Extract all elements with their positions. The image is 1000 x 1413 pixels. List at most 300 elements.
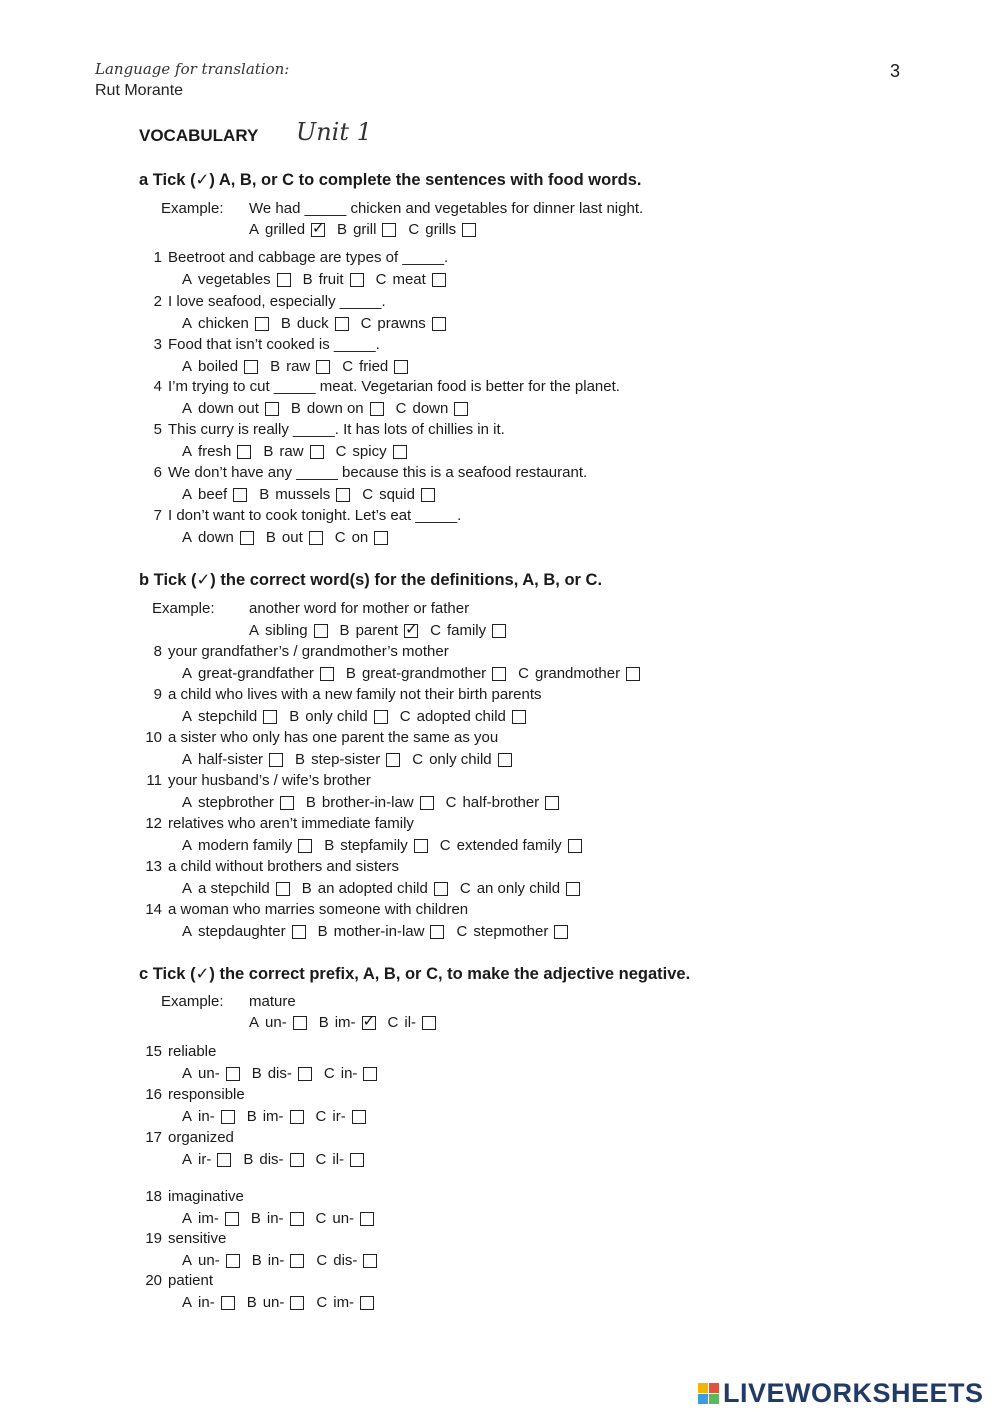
tick-box[interactable] (430, 925, 444, 939)
option-text: il- (404, 1014, 417, 1031)
question-text: This curry is really _____. It has lots of chillies in it. (168, 421, 505, 438)
option-text: great-grandfather (198, 665, 314, 682)
tick-box[interactable] (290, 1110, 304, 1124)
question-number: 1 (153, 249, 162, 266)
question-9-options (182, 708, 538, 725)
tick-box[interactable] (298, 839, 312, 853)
answer-option (182, 1210, 239, 1227)
answer-option (446, 794, 560, 811)
question-6 (140, 464, 587, 481)
option-text: raw (279, 443, 304, 460)
answer-option (362, 486, 435, 503)
answer-option (182, 880, 290, 897)
tick-box[interactable] (311, 223, 325, 237)
option-letter: C (439, 837, 451, 854)
tick-box[interactable] (374, 710, 388, 724)
answer-option (400, 708, 526, 725)
answer-option (243, 1151, 303, 1168)
question-16 (140, 1086, 245, 1103)
option-text: fried (359, 358, 389, 375)
question-13 (140, 858, 399, 875)
option-letter: B (317, 923, 328, 940)
option-text: mother-in-law (333, 923, 425, 940)
question-text: a sister who only has one parent the same as you (168, 729, 499, 746)
question-10 (140, 729, 498, 746)
example-label: Example: (161, 993, 224, 1010)
option-text: only child (305, 708, 368, 725)
tick-box[interactable] (422, 1016, 436, 1030)
option-letter: A (182, 751, 193, 768)
option-letter: A (182, 923, 193, 940)
question-number: 20 (145, 1272, 162, 1289)
option-letter: C (459, 880, 471, 897)
option-text: dis- (259, 1151, 284, 1168)
question-5 (140, 421, 505, 438)
tick-box[interactable] (554, 925, 568, 939)
option-letter: A (182, 315, 193, 332)
answer-option (182, 751, 283, 768)
option-text: fresh (198, 443, 232, 460)
tick-box[interactable] (314, 624, 328, 638)
option-letter: C (316, 1252, 328, 1269)
question-number: 18 (145, 1188, 162, 1205)
example-sentence: another word for mother or father (249, 600, 470, 617)
tick-box[interactable] (225, 1212, 239, 1226)
tick-box[interactable] (244, 360, 258, 374)
example-options (249, 622, 518, 639)
option-text: im- (334, 1014, 356, 1031)
tick-box[interactable] (226, 1254, 240, 1268)
option-letter: A (182, 358, 193, 375)
question-16-options (182, 1108, 378, 1125)
answer-option (460, 880, 580, 897)
option-text: a stepchild (198, 880, 270, 897)
option-text: im- (262, 1108, 284, 1125)
question-text: relatives who aren’t immediate family (168, 815, 414, 832)
tick-box[interactable] (292, 925, 306, 939)
question-14 (140, 901, 468, 918)
question-number: 2 (153, 293, 162, 310)
tick-box[interactable] (432, 317, 446, 331)
option-letter: A (249, 1014, 260, 1031)
question-number: 9 (153, 686, 162, 703)
tick-box[interactable] (320, 667, 334, 681)
option-text: grill (353, 221, 377, 238)
option-text: out (281, 529, 303, 546)
tick-box[interactable] (237, 445, 251, 459)
answer-option (252, 1252, 305, 1269)
option-letter: B (246, 1294, 257, 1311)
answer-option (291, 400, 384, 417)
tick-box[interactable] (293, 1016, 307, 1030)
tick-box[interactable] (263, 710, 277, 724)
tick-box[interactable] (414, 839, 428, 853)
tick-box[interactable] (280, 796, 294, 810)
tick-box[interactable] (566, 882, 580, 896)
tick-box[interactable] (545, 796, 559, 810)
tick-box[interactable] (374, 531, 388, 545)
question-text: I’m trying to cut _____ meat. Vegetarian food is better for the planet. (168, 378, 620, 395)
option-letter: A (182, 486, 193, 503)
answer-option (251, 1210, 304, 1227)
tick-box[interactable] (420, 796, 434, 810)
answer-option (182, 271, 291, 288)
tick-box[interactable] (421, 488, 435, 502)
logo-text: LIVEWORKSHEETS (723, 1378, 984, 1408)
option-text: in- (266, 1210, 284, 1227)
option-letter: C (315, 1210, 327, 1227)
option-text: squid (379, 486, 415, 503)
section-a-heading: a Tick (✓) A, B, or C to complete the sentences with food words. (139, 171, 642, 189)
question-3 (140, 336, 380, 353)
tick-box[interactable] (462, 223, 476, 237)
option-text: in- (198, 1294, 215, 1311)
section-b-heading: b Tick (✓) the correct word(s) for the definitions, A, B, or C. (139, 571, 603, 589)
option-letter: B (305, 794, 316, 811)
answer-option (342, 358, 408, 375)
option-letter: C (360, 315, 372, 332)
option-text: down (198, 529, 234, 546)
answer-option (316, 1210, 375, 1227)
option-letter: A (182, 271, 193, 288)
tick-box[interactable] (336, 488, 350, 502)
question-text: a child who lives with a new family not their birth parents (168, 686, 542, 703)
option-letter: A (182, 794, 193, 811)
option-text: raw (286, 358, 311, 375)
answer-option (182, 358, 258, 375)
option-letter: B (243, 1151, 254, 1168)
option-letter: B (270, 358, 281, 375)
tick-box[interactable] (265, 402, 279, 416)
question-number: 19 (145, 1230, 162, 1247)
option-letter: C (399, 708, 411, 725)
option-letter: A (182, 400, 193, 417)
option-letter: B (289, 708, 300, 725)
tick-box[interactable] (290, 1254, 304, 1268)
option-text: great-grandmother (361, 665, 487, 682)
option-letter: A (182, 708, 193, 725)
option-letter: C (430, 622, 441, 639)
section-c-heading: c Tick (✓) the correct prefix, A, B, or C, to make the adjective negative. (139, 965, 691, 983)
tick-box[interactable] (386, 753, 400, 767)
question-4-options (182, 400, 480, 417)
option-text: dis- (333, 1252, 358, 1269)
question-number: 15 (145, 1043, 162, 1060)
answer-option (270, 358, 330, 375)
option-letter: B (324, 837, 335, 854)
question-12-options (182, 837, 594, 854)
question-text: I love seafood, especially _____. (168, 293, 386, 310)
option-text: fruit (318, 271, 344, 288)
question-number: 13 (145, 858, 162, 875)
question-text: a woman who marries someone with children (168, 901, 469, 918)
option-text: boiled (198, 358, 239, 375)
question-7 (140, 507, 461, 524)
answer-option (289, 708, 388, 725)
option-letter: B (265, 529, 276, 546)
option-letter: A (249, 221, 260, 238)
option-text: in- (198, 1108, 215, 1125)
tick-box[interactable] (393, 445, 407, 459)
tick-box[interactable] (382, 223, 396, 237)
option-text: parent (355, 622, 399, 639)
question-11-options (182, 794, 571, 811)
option-letter: B (301, 880, 312, 897)
option-letter: C (335, 443, 347, 460)
tick-box[interactable] (290, 1296, 304, 1310)
question-15-options (182, 1065, 389, 1082)
tick-box[interactable] (363, 1254, 377, 1268)
option-text: sibling (265, 622, 308, 639)
tick-box[interactable] (255, 317, 269, 331)
answer-option (182, 665, 334, 682)
answer-option (249, 1014, 307, 1031)
question-text: organized (168, 1129, 234, 1146)
question-17-options (182, 1151, 376, 1168)
question-text: We don’t have any _____ because this is a seafood restaurant. (168, 464, 588, 481)
question-19 (140, 1230, 226, 1247)
unit-label: Unit 1 (296, 118, 372, 146)
option-text: mussels (275, 486, 331, 503)
answer-option (182, 794, 294, 811)
question-2 (140, 293, 386, 310)
option-letter: C (315, 1151, 327, 1168)
question-19-options (182, 1252, 389, 1269)
answer-option (396, 400, 469, 417)
answer-option (412, 751, 511, 768)
option-text: step-sister (311, 751, 381, 768)
option-letter: C (315, 1108, 327, 1125)
tick-box[interactable] (432, 273, 446, 287)
question-text: a child without brothers and sisters (168, 858, 399, 875)
option-text: down on (306, 400, 364, 417)
question-number: 3 (153, 336, 162, 353)
option-text: down (412, 400, 449, 417)
question-4 (140, 378, 620, 395)
question-text: patient (168, 1272, 214, 1289)
option-letter: A (182, 1210, 193, 1227)
tick-box[interactable] (454, 402, 468, 416)
answer-option (182, 837, 312, 854)
option-letter: A (249, 622, 260, 639)
answer-option (456, 923, 568, 940)
option-text: half-brother (462, 794, 540, 811)
option-text: down out (198, 400, 259, 417)
question-9 (140, 686, 542, 703)
option-letter: C (387, 1014, 399, 1031)
question-8-options (182, 665, 652, 682)
tick-box[interactable] (363, 1067, 377, 1081)
option-text: family (446, 622, 487, 639)
tick-box[interactable] (568, 839, 582, 853)
tick-box[interactable] (290, 1153, 304, 1167)
answer-option (361, 315, 446, 332)
answer-option (518, 665, 640, 682)
option-text: dis- (267, 1065, 292, 1082)
answer-option (316, 1151, 365, 1168)
option-text: ir- (198, 1151, 212, 1168)
tick-box[interactable] (360, 1296, 374, 1310)
tick-box[interactable] (350, 1153, 364, 1167)
question-number: 11 (146, 772, 162, 789)
question-3-options (182, 358, 420, 375)
question-text: your husband’s / wife’s brother (168, 772, 371, 789)
option-text: stepfamily (340, 837, 408, 854)
question-text: responsible (168, 1086, 245, 1103)
example-options (249, 221, 488, 238)
answer-option (316, 1294, 374, 1311)
option-letter: B (302, 271, 313, 288)
option-text: grandmother (535, 665, 621, 682)
option-letter: A (182, 665, 193, 682)
answer-option (252, 1065, 312, 1082)
answer-option (249, 622, 328, 639)
option-text: im- (198, 1210, 219, 1227)
option-letter: C (445, 794, 457, 811)
answer-option (295, 751, 400, 768)
example-sentence: mature (249, 993, 296, 1010)
tick-box[interactable] (226, 1067, 240, 1081)
answer-option (182, 1294, 235, 1311)
question-7-options (182, 529, 400, 546)
tick-box[interactable] (309, 531, 323, 545)
question-text: your grandfather’s / grandmother’s mother (168, 643, 449, 660)
option-text: grills (425, 221, 457, 238)
tick-box[interactable] (335, 317, 349, 331)
option-text: un- (198, 1252, 220, 1269)
option-letter: A (182, 1151, 193, 1168)
tick-box[interactable] (221, 1296, 235, 1310)
option-letter: C (362, 486, 374, 503)
option-letter: B (280, 315, 291, 332)
option-text: im- (333, 1294, 355, 1311)
option-letter: C (323, 1065, 335, 1082)
answer-option (281, 315, 349, 332)
question-13-options (182, 880, 592, 897)
question-11 (140, 772, 371, 789)
tick-box[interactable] (233, 488, 247, 502)
logo-icon (698, 1383, 720, 1405)
question-text: imaginative (168, 1188, 244, 1205)
answer-option (182, 1065, 240, 1082)
tick-box[interactable] (492, 624, 506, 638)
page-title: VOCABULARY (139, 126, 259, 145)
option-text: extended family (456, 837, 562, 854)
question-text: sensitive (168, 1230, 227, 1247)
option-text: only child (429, 751, 492, 768)
option-letter: C (395, 400, 407, 417)
option-text: brother-in-law (321, 794, 414, 811)
option-letter: B (251, 1065, 262, 1082)
answer-option (324, 837, 428, 854)
tick-box[interactable] (498, 753, 512, 767)
option-letter: C (316, 1294, 328, 1311)
page-number: 3 (890, 61, 901, 81)
answer-option (259, 486, 350, 503)
question-14-options (182, 923, 580, 940)
answer-option (336, 443, 407, 460)
question-number: 12 (145, 815, 162, 832)
answer-option (247, 1294, 305, 1311)
tick-box[interactable] (362, 1016, 376, 1030)
tick-box[interactable] (316, 360, 330, 374)
tick-box[interactable] (360, 1212, 374, 1226)
tick-box[interactable] (276, 882, 290, 896)
option-text: modern family (198, 837, 293, 854)
tick-box[interactable] (277, 273, 291, 287)
tick-box[interactable] (290, 1212, 304, 1226)
tick-box[interactable] (240, 531, 254, 545)
tick-box[interactable] (394, 360, 408, 374)
tick-box[interactable] (217, 1153, 231, 1167)
answer-option (182, 486, 247, 503)
tick-box[interactable] (626, 667, 640, 681)
tick-box[interactable] (352, 1110, 366, 1124)
question-15 (140, 1043, 216, 1060)
option-letter: B (290, 400, 301, 417)
question-number: 8 (153, 643, 162, 660)
option-letter: C (408, 221, 420, 238)
tick-box[interactable] (269, 753, 283, 767)
question-number: 6 (153, 464, 162, 481)
option-text: an adopted child (317, 880, 428, 897)
option-text: in- (340, 1065, 358, 1082)
answer-option (335, 529, 389, 546)
liveworksheets-logo (698, 1378, 984, 1409)
tick-box[interactable] (492, 667, 506, 681)
question-text: Food that isn’t cooked is _____. (168, 336, 380, 353)
question-number: 10 (145, 729, 162, 746)
answer-option (182, 315, 269, 332)
option-text: stepdaughter (198, 923, 286, 940)
answer-option (346, 665, 506, 682)
answer-option (302, 880, 448, 897)
option-text: vegetables (198, 271, 271, 288)
tick-box[interactable] (434, 882, 448, 896)
option-letter: B (295, 751, 306, 768)
example-options (249, 1014, 448, 1031)
example-sentence: We had _____ chicken and vegetables for dinner last night. (249, 200, 644, 217)
answer-option (266, 529, 323, 546)
tick-box[interactable] (404, 624, 418, 638)
answer-option (182, 1108, 235, 1125)
answer-option (182, 708, 277, 725)
option-text: half-sister (198, 751, 264, 768)
tick-box[interactable] (221, 1110, 235, 1124)
tick-box[interactable] (512, 710, 526, 724)
answer-option (182, 443, 251, 460)
option-text: spicy (352, 443, 387, 460)
answer-option (408, 221, 476, 238)
option-letter: B (318, 1014, 329, 1031)
question-text: Beetroot and cabbage are types of _____. (168, 249, 449, 266)
tick-box[interactable] (370, 402, 384, 416)
tick-box[interactable] (350, 273, 364, 287)
option-letter: B (263, 443, 274, 460)
question-17 (140, 1129, 234, 1146)
question-text: I don’t want to cook tonight. Let’s eat _____. (168, 507, 462, 524)
language-label: Language for translation: (95, 60, 290, 78)
tick-box[interactable] (298, 1067, 312, 1081)
option-letter: B (250, 1210, 261, 1227)
answer-option (319, 1014, 376, 1031)
option-letter: B (246, 1108, 257, 1125)
option-text: duck (296, 315, 329, 332)
option-text: grilled (265, 221, 306, 238)
option-letter: B (259, 486, 270, 503)
tick-box[interactable] (310, 445, 324, 459)
answer-option (337, 221, 396, 238)
